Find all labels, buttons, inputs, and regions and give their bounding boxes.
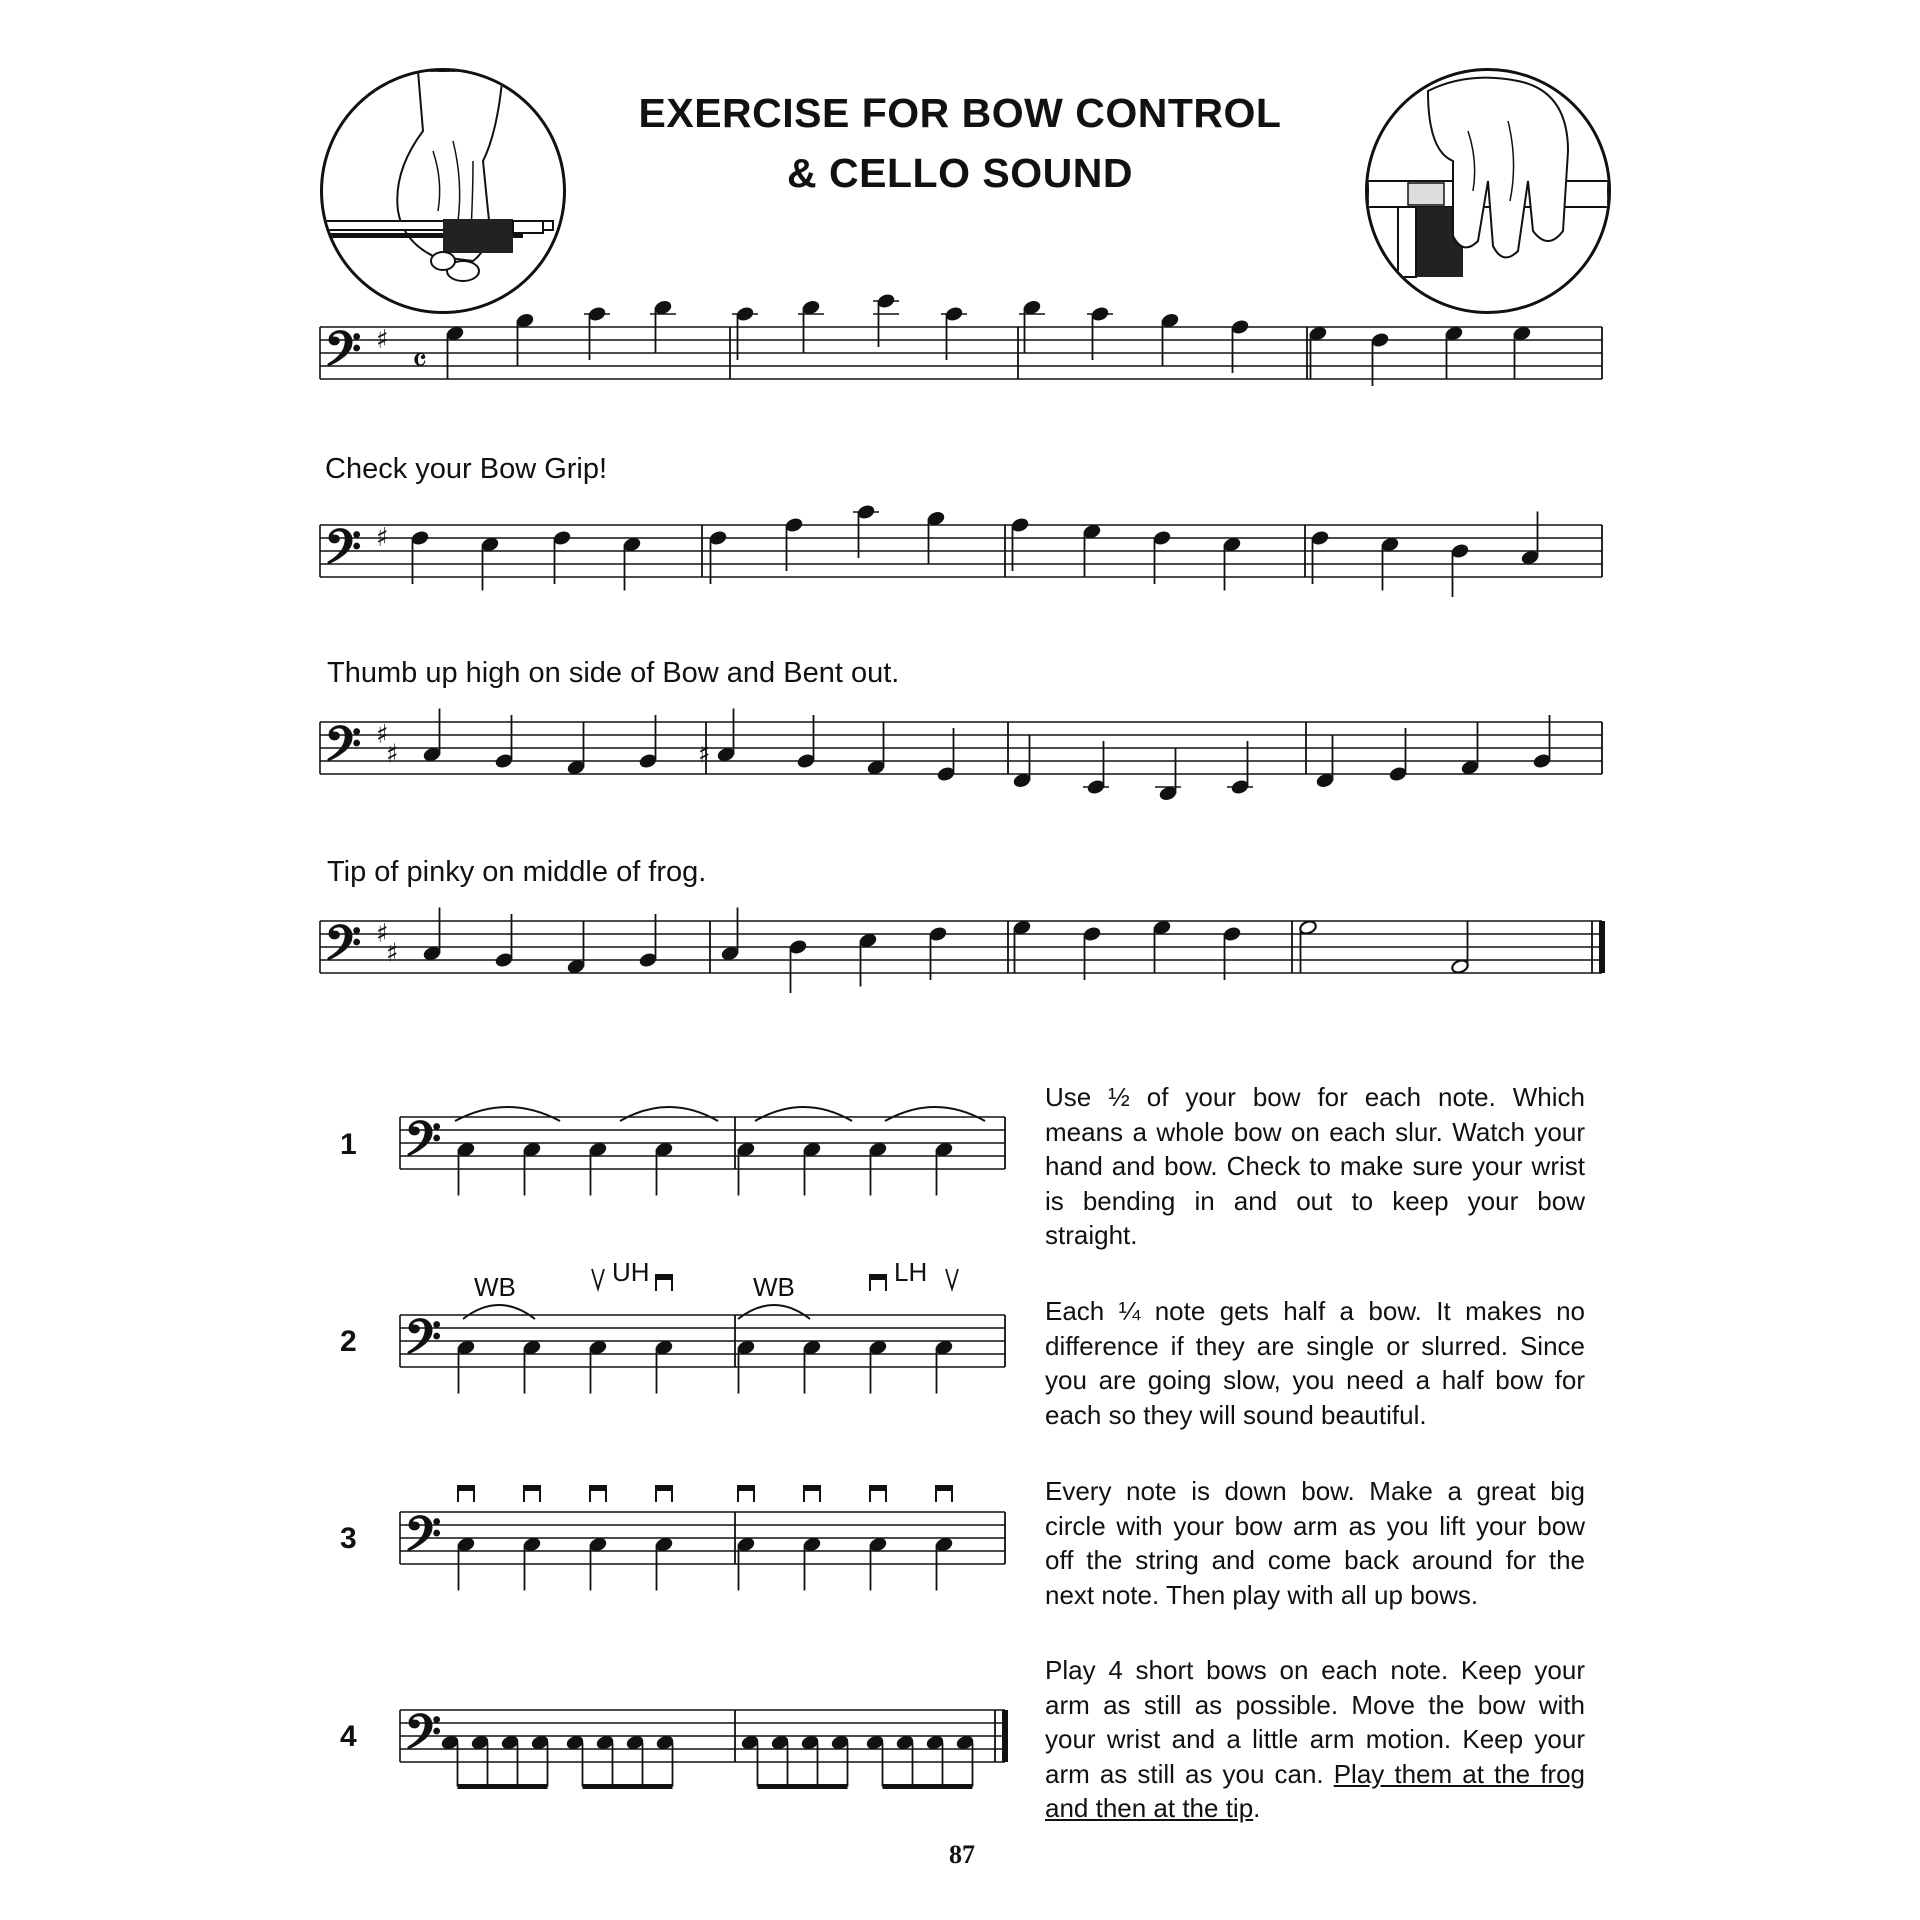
- page-title-line-1: EXERCISE FOR BOW CONTROL: [638, 90, 1282, 136]
- label-whole-bow-1: WB: [474, 1272, 516, 1302]
- time-signature: 𝄴: [412, 341, 428, 381]
- label-upper-half: UH: [612, 1257, 650, 1287]
- down-bow-mark-bar: [738, 1486, 754, 1491]
- bass-clef: 𝄢: [324, 716, 362, 784]
- bass-clef: 𝄢: [404, 1506, 442, 1574]
- exercise-1-text: Use ½ of your bow for each note. Which means a whole bow on each slur. Watch your hand and bow. Check to make sure your wrist is bending in and out to keep your bow straight.: [1045, 1082, 1585, 1250]
- down-bow-mark-bar: [590, 1486, 606, 1491]
- exercise-4-text-plain: Play 4 short bows on each note. Keep your arm as still as possible. Move the bow with your wrist and a little arm motion. Keep your arm as still as you can.: [1045, 1655, 1585, 1789]
- page-number: 87: [949, 1840, 975, 1869]
- exercise-4-text-end: .: [1253, 1793, 1261, 1823]
- sharp-sign: ♯: [698, 739, 711, 770]
- down-bow-mark-bar: [656, 1486, 672, 1491]
- slur: [885, 1107, 985, 1121]
- down-bow-mark-bar: [656, 1275, 672, 1280]
- caption-check-bow-grip: Check your Bow Grip!: [325, 453, 608, 485]
- sharp-sign: ♯: [386, 739, 399, 770]
- exercise-4-text-underlined: Play them at the frog and then at the tip: [1045, 1758, 1585, 1823]
- down-bow-mark-bar: [936, 1486, 952, 1491]
- exercise-2-staff: [400, 1305, 1005, 1394]
- bass-clef: 𝄢: [404, 1704, 442, 1772]
- bass-clef: 𝄢: [404, 1111, 442, 1179]
- bass-clef: 𝄢: [324, 321, 362, 389]
- sharp-sign: ♯: [376, 325, 389, 355]
- warmup-staff-3: [320, 709, 1602, 802]
- down-bow-mark-bar: [524, 1486, 540, 1491]
- exercise-3-text: Every note is down bow. Make a great big circle with your bow arm as you lift your bow off the string and come back around for the next note. Then play with all up bows.: [1045, 1476, 1585, 1610]
- bass-clef: 𝄢: [324, 915, 362, 983]
- slur: [455, 1107, 560, 1121]
- down-bow-mark-bar: [870, 1486, 886, 1491]
- warmup-staff-2: [320, 504, 1602, 597]
- down-bow-mark-bar: [870, 1275, 886, 1280]
- exercise-number-2: 2: [340, 1325, 357, 1358]
- sharp-sign: ♯: [376, 720, 389, 750]
- slur: [755, 1107, 852, 1121]
- label-whole-bow-2: WB: [753, 1272, 795, 1302]
- down-bow-mark-bar: [458, 1486, 474, 1491]
- sharp-sign: ♯: [376, 523, 389, 553]
- caption-thumb-up-high: Thumb up high on side of Bow and Bent out.: [327, 657, 900, 689]
- sharp-sign: ♯: [386, 938, 399, 969]
- slur: [463, 1305, 535, 1319]
- exercise-3-staff: [400, 1486, 1005, 1591]
- exercise-4-staff: [400, 1704, 1005, 1787]
- page-title-line-2: & CELLO SOUND: [787, 150, 1133, 196]
- up-bow-mark: [592, 1269, 604, 1289]
- slur: [620, 1107, 718, 1121]
- exercise-1-staff: [400, 1107, 1005, 1196]
- caption-tip-of-pinky: Tip of pinky on middle of frog.: [327, 856, 707, 888]
- warmup-staff-1: [320, 293, 1602, 389]
- sharp-sign: ♯: [376, 919, 389, 949]
- label-lower-half: LH: [894, 1257, 928, 1287]
- exercise-number-4: 4: [340, 1720, 357, 1753]
- exercise-2-text: Each ¼ note gets half a bow. It makes no difference if they are single or slurred. Since you are going slow, you need a half bow for each so they will sound beautiful.: [1045, 1296, 1585, 1430]
- down-bow-mark-bar: [804, 1486, 820, 1491]
- exercise-number-3: 3: [340, 1522, 357, 1555]
- up-bow-mark: [946, 1269, 958, 1289]
- bass-clef: 𝄢: [404, 1309, 442, 1377]
- bass-clef: 𝄢: [324, 519, 362, 587]
- warmup-staff-4: [320, 908, 1602, 994]
- slur: [738, 1305, 810, 1319]
- exercise-number-1: 1: [340, 1128, 357, 1161]
